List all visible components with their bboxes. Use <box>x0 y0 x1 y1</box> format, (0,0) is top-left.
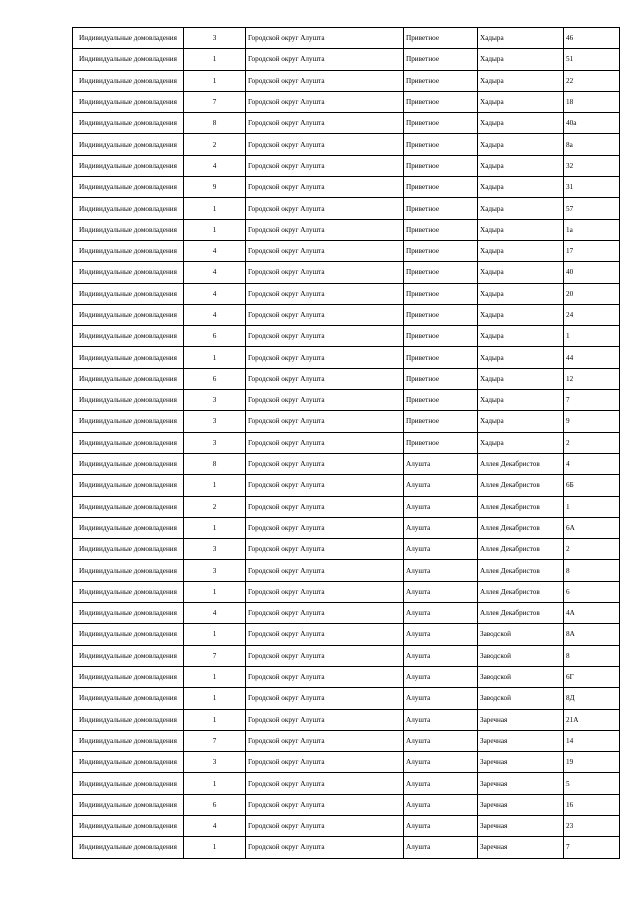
locality-cell: Алушта <box>404 475 478 496</box>
house-number-cell: 6Г <box>564 666 620 687</box>
district-cell: Городской округ Алушта <box>246 304 404 325</box>
count-cell: 1 <box>184 837 246 858</box>
house-number-cell: 44 <box>564 347 620 368</box>
locality-cell: Алушта <box>404 709 478 730</box>
district-cell: Городской округ Алушта <box>246 262 404 283</box>
house-number-cell: 17 <box>564 240 620 261</box>
table-row <box>73 624 620 645</box>
street-cell: Хадыра <box>478 177 564 198</box>
house-number-cell: 31 <box>564 177 620 198</box>
table-row <box>73 347 620 368</box>
district-cell: Городской округ Алушта <box>246 70 404 91</box>
street-cell: Хадыра <box>478 390 564 411</box>
table-row <box>73 411 620 432</box>
district-cell: Городской округ Алушта <box>246 411 404 432</box>
house-number-cell: 14 <box>564 730 620 751</box>
table-row <box>73 773 620 794</box>
building-type-cell: Индивидуальные домовладения <box>73 304 184 325</box>
house-number-cell: 19 <box>564 752 620 773</box>
building-type-cell: Индивидуальные домовладения <box>73 411 184 432</box>
house-number-cell: 57 <box>564 198 620 219</box>
district-cell: Городской округ Алушта <box>246 368 404 389</box>
building-type-cell: Индивидуальные домовладения <box>73 347 184 368</box>
table-row <box>73 666 620 687</box>
district-cell: Городской округ Алушта <box>246 624 404 645</box>
district-cell: Городской округ Алушта <box>246 326 404 347</box>
street-cell: Заречная <box>478 709 564 730</box>
building-type-cell: Индивидуальные домовладения <box>73 390 184 411</box>
street-cell: Заводской <box>478 645 564 666</box>
locality-cell: Алушта <box>404 773 478 794</box>
count-cell: 4 <box>184 155 246 176</box>
building-type-cell: Индивидуальные домовладения <box>73 49 184 70</box>
table-row <box>73 815 620 836</box>
count-cell: 1 <box>184 70 246 91</box>
house-number-cell: 8 <box>564 645 620 666</box>
street-cell: Хадыра <box>478 219 564 240</box>
building-type-cell: Индивидуальные домовладения <box>73 752 184 773</box>
table-row <box>73 837 620 858</box>
district-cell: Городской округ Алушта <box>246 347 404 368</box>
locality-cell: Приветное <box>404 283 478 304</box>
street-cell: Заречная <box>478 730 564 751</box>
building-type-cell: Индивидуальные домовладения <box>73 326 184 347</box>
count-cell: 1 <box>184 666 246 687</box>
house-number-cell: 1 <box>564 496 620 517</box>
count-cell: 2 <box>184 134 246 155</box>
count-cell: 1 <box>184 219 246 240</box>
count-cell: 3 <box>184 28 246 49</box>
house-number-cell: 51 <box>564 49 620 70</box>
district-cell: Городской округ Алушта <box>246 240 404 261</box>
table-row <box>73 177 620 198</box>
street-cell: Хадыра <box>478 113 564 134</box>
table-row <box>73 709 620 730</box>
table-row <box>73 49 620 70</box>
street-cell: Аллея Декабристов <box>478 581 564 602</box>
street-cell: Хадыра <box>478 283 564 304</box>
house-number-cell: 8а <box>564 134 620 155</box>
district-cell: Городской округ Алушта <box>246 560 404 581</box>
building-type-cell: Индивидуальные домовладения <box>73 730 184 751</box>
count-cell: 7 <box>184 730 246 751</box>
building-type-cell: Индивидуальные домовладения <box>73 134 184 155</box>
table-row <box>73 730 620 751</box>
count-cell: 4 <box>184 283 246 304</box>
street-cell: Хадыра <box>478 49 564 70</box>
street-cell: Аллея Декабристов <box>478 603 564 624</box>
house-number-cell: 8Д <box>564 688 620 709</box>
district-cell: Городской округ Алушта <box>246 688 404 709</box>
district-cell: Городской округ Алушта <box>246 539 404 560</box>
building-type-cell: Индивидуальные домовладения <box>73 198 184 219</box>
district-cell: Городской округ Алушта <box>246 815 404 836</box>
district-cell: Городской округ Алушта <box>246 496 404 517</box>
table-body <box>73 28 620 859</box>
locality-cell: Алушта <box>404 752 478 773</box>
locality-cell: Приветное <box>404 240 478 261</box>
count-cell: 6 <box>184 368 246 389</box>
house-number-cell: 18 <box>564 91 620 112</box>
street-cell: Заречная <box>478 815 564 836</box>
building-type-cell: Индивидуальные домовладения <box>73 645 184 666</box>
street-cell: Хадыра <box>478 326 564 347</box>
district-cell: Городской округ Алушта <box>246 134 404 155</box>
house-number-cell: 1а <box>564 219 620 240</box>
building-type-cell: Индивидуальные домовладения <box>73 709 184 730</box>
street-cell: Хадыра <box>478 70 564 91</box>
house-number-cell: 21А <box>564 709 620 730</box>
count-cell: 1 <box>184 475 246 496</box>
street-cell: Хадыра <box>478 91 564 112</box>
house-number-cell: 20 <box>564 283 620 304</box>
street-cell: Заречная <box>478 837 564 858</box>
house-number-cell: 24 <box>564 304 620 325</box>
building-type-cell: Индивидуальные домовладения <box>73 560 184 581</box>
locality-cell: Приветное <box>404 91 478 112</box>
locality-cell: Алушта <box>404 517 478 538</box>
district-cell: Городской округ Алушта <box>246 730 404 751</box>
table-row <box>73 539 620 560</box>
district-cell: Городской округ Алушта <box>246 837 404 858</box>
table-row <box>73 28 620 49</box>
district-cell: Городской округ Алушта <box>246 177 404 198</box>
table-row <box>73 752 620 773</box>
building-type-cell: Индивидуальные домовладения <box>73 581 184 602</box>
count-cell: 6 <box>184 326 246 347</box>
table-row <box>73 475 620 496</box>
house-number-cell: 46 <box>564 28 620 49</box>
district-cell: Городской округ Алушта <box>246 517 404 538</box>
house-number-cell: 2 <box>564 539 620 560</box>
district-cell: Городской округ Алушта <box>246 219 404 240</box>
table-row <box>73 794 620 815</box>
locality-cell: Алушта <box>404 666 478 687</box>
building-type-cell: Индивидуальные домовладения <box>73 475 184 496</box>
district-cell: Городской округ Алушта <box>246 794 404 815</box>
locality-cell: Алушта <box>404 624 478 645</box>
building-type-cell: Индивидуальные домовладения <box>73 837 184 858</box>
count-cell: 3 <box>184 411 246 432</box>
locality-cell: Приветное <box>404 262 478 283</box>
street-cell: Хадыра <box>478 411 564 432</box>
district-cell: Городской округ Алушта <box>246 709 404 730</box>
street-cell: Хадыра <box>478 198 564 219</box>
street-cell: Заводской <box>478 624 564 645</box>
table-row <box>73 581 620 602</box>
district-cell: Городской округ Алушта <box>246 390 404 411</box>
count-cell: 2 <box>184 496 246 517</box>
district-cell: Городской округ Алушта <box>246 113 404 134</box>
house-number-cell: 16 <box>564 794 620 815</box>
table-row <box>73 91 620 112</box>
table-row <box>73 304 620 325</box>
building-type-cell: Индивидуальные домовладения <box>73 113 184 134</box>
building-type-cell: Индивидуальные домовладения <box>73 177 184 198</box>
district-cell: Городской округ Алушта <box>246 155 404 176</box>
locality-cell: Алушта <box>404 815 478 836</box>
street-cell: Заречная <box>478 773 564 794</box>
table-row <box>73 240 620 261</box>
street-cell: Хадыра <box>478 134 564 155</box>
district-cell: Городской округ Алушта <box>246 283 404 304</box>
street-cell: Аллея Декабристов <box>478 539 564 560</box>
street-cell: Хадыра <box>478 155 564 176</box>
locality-cell: Приветное <box>404 219 478 240</box>
locality-cell: Алушта <box>404 603 478 624</box>
building-type-cell: Индивидуальные домовладения <box>73 262 184 283</box>
district-cell: Городской округ Алушта <box>246 198 404 219</box>
district-cell: Городской округ Алушта <box>246 581 404 602</box>
building-type-cell: Индивидуальные домовладения <box>73 432 184 453</box>
district-cell: Городской округ Алушта <box>246 603 404 624</box>
table-row <box>73 326 620 347</box>
locality-cell: Алушта <box>404 496 478 517</box>
building-type-cell: Индивидуальные домовладения <box>73 28 184 49</box>
table-row <box>73 432 620 453</box>
count-cell: 1 <box>184 581 246 602</box>
house-number-cell: 6 <box>564 581 620 602</box>
count-cell: 3 <box>184 390 246 411</box>
building-type-cell: Индивидуальные домовладения <box>73 517 184 538</box>
house-number-cell: 1 <box>564 326 620 347</box>
building-type-cell: Индивидуальные домовладения <box>73 91 184 112</box>
count-cell: 1 <box>184 709 246 730</box>
table-row <box>73 134 620 155</box>
table-row <box>73 70 620 91</box>
house-number-cell: 32 <box>564 155 620 176</box>
table-row <box>73 496 620 517</box>
locality-cell: Алушта <box>404 453 478 474</box>
count-cell: 4 <box>184 240 246 261</box>
locality-cell: Алушта <box>404 645 478 666</box>
street-cell: Хадыра <box>478 368 564 389</box>
table-row <box>73 390 620 411</box>
locality-cell: Приветное <box>404 134 478 155</box>
street-cell: Аллея Декабристов <box>478 517 564 538</box>
street-cell: Заводской <box>478 666 564 687</box>
locality-cell: Приветное <box>404 49 478 70</box>
street-cell: Заречная <box>478 794 564 815</box>
locality-cell: Приветное <box>404 432 478 453</box>
locality-cell: Приветное <box>404 368 478 389</box>
building-type-cell: Индивидуальные домовладения <box>73 219 184 240</box>
street-cell: Аллея Декабристов <box>478 560 564 581</box>
count-cell: 3 <box>184 560 246 581</box>
street-cell: Хадыра <box>478 432 564 453</box>
locality-cell: Приветное <box>404 304 478 325</box>
count-cell: 1 <box>184 773 246 794</box>
district-cell: Городской округ Алушта <box>246 432 404 453</box>
table-row <box>73 517 620 538</box>
table-row <box>73 688 620 709</box>
count-cell: 1 <box>184 198 246 219</box>
district-cell: Городской округ Алушта <box>246 453 404 474</box>
building-type-cell: Индивидуальные домовладения <box>73 815 184 836</box>
count-cell: 4 <box>184 262 246 283</box>
street-cell: Хадыра <box>478 28 564 49</box>
district-cell: Городской округ Алушта <box>246 91 404 112</box>
table-row <box>73 603 620 624</box>
building-type-cell: Индивидуальные домовладения <box>73 794 184 815</box>
locality-cell: Алушта <box>404 837 478 858</box>
house-number-cell: 6А <box>564 517 620 538</box>
count-cell: 7 <box>184 91 246 112</box>
district-cell: Городской округ Алушта <box>246 666 404 687</box>
district-cell: Городской округ Алушта <box>246 752 404 773</box>
district-cell: Городской округ Алушта <box>246 28 404 49</box>
locality-cell: Алушта <box>404 539 478 560</box>
district-cell: Городской округ Алушта <box>246 49 404 70</box>
building-type-cell: Индивидуальные домовладения <box>73 155 184 176</box>
locality-cell: Приветное <box>404 198 478 219</box>
locality-cell: Приветное <box>404 28 478 49</box>
table-row <box>73 560 620 581</box>
locality-cell: Приветное <box>404 177 478 198</box>
house-number-cell: 22 <box>564 70 620 91</box>
count-cell: 6 <box>184 794 246 815</box>
count-cell: 1 <box>184 624 246 645</box>
table-row <box>73 219 620 240</box>
locality-cell: Приветное <box>404 411 478 432</box>
building-type-cell: Индивидуальные домовладения <box>73 70 184 91</box>
locality-cell: Приветное <box>404 113 478 134</box>
count-cell: 9 <box>184 177 246 198</box>
count-cell: 4 <box>184 603 246 624</box>
house-number-cell: 9 <box>564 411 620 432</box>
building-type-cell: Индивидуальные домовладения <box>73 624 184 645</box>
locality-cell: Приветное <box>404 326 478 347</box>
count-cell: 1 <box>184 49 246 70</box>
table-row <box>73 645 620 666</box>
locality-cell: Приветное <box>404 390 478 411</box>
building-type-cell: Индивидуальные домовладения <box>73 496 184 517</box>
building-type-cell: Индивидуальные домовладения <box>73 368 184 389</box>
house-number-cell: 23 <box>564 815 620 836</box>
locality-cell: Приветное <box>404 155 478 176</box>
count-cell: 7 <box>184 645 246 666</box>
district-cell: Городской округ Алушта <box>246 773 404 794</box>
count-cell: 1 <box>184 688 246 709</box>
street-cell: Хадыра <box>478 304 564 325</box>
house-number-cell: 8 <box>564 560 620 581</box>
locality-cell: Приветное <box>404 347 478 368</box>
count-cell: 8 <box>184 453 246 474</box>
table-row <box>73 283 620 304</box>
table-row <box>73 262 620 283</box>
count-cell: 1 <box>184 347 246 368</box>
street-cell: Заводской <box>478 688 564 709</box>
street-cell: Хадыра <box>478 347 564 368</box>
table-row <box>73 113 620 134</box>
street-cell: Хадыра <box>478 262 564 283</box>
locality-cell: Алушта <box>404 688 478 709</box>
building-type-cell: Индивидуальные домовладения <box>73 603 184 624</box>
table-row <box>73 368 620 389</box>
street-cell: Аллея Декабристов <box>478 453 564 474</box>
street-cell: Хадыра <box>478 240 564 261</box>
count-cell: 4 <box>184 815 246 836</box>
district-cell: Городской округ Алушта <box>246 645 404 666</box>
addresses-table <box>72 27 620 859</box>
house-number-cell: 7 <box>564 390 620 411</box>
house-number-cell: 6Б <box>564 475 620 496</box>
house-number-cell: 5 <box>564 773 620 794</box>
locality-cell: Алушта <box>404 794 478 815</box>
count-cell: 3 <box>184 539 246 560</box>
table-row <box>73 198 620 219</box>
house-number-cell: 40а <box>564 113 620 134</box>
building-type-cell: Индивидуальные домовладения <box>73 240 184 261</box>
house-number-cell: 12 <box>564 368 620 389</box>
count-cell: 8 <box>184 113 246 134</box>
street-cell: Заречная <box>478 752 564 773</box>
house-number-cell: 4А <box>564 603 620 624</box>
street-cell: Аллея Декабристов <box>478 475 564 496</box>
count-cell: 1 <box>184 517 246 538</box>
house-number-cell: 40 <box>564 262 620 283</box>
table-row <box>73 453 620 474</box>
locality-cell: Алушта <box>404 730 478 751</box>
count-cell: 3 <box>184 752 246 773</box>
house-number-cell: 7 <box>564 837 620 858</box>
district-cell: Городской округ Алушта <box>246 475 404 496</box>
building-type-cell: Индивидуальные домовладения <box>73 688 184 709</box>
table-row <box>73 155 620 176</box>
locality-cell: Алушта <box>404 560 478 581</box>
house-number-cell: 4 <box>564 453 620 474</box>
count-cell: 4 <box>184 304 246 325</box>
count-cell: 3 <box>184 432 246 453</box>
street-cell: Аллея Декабристов <box>478 496 564 517</box>
building-type-cell: Индивидуальные домовладения <box>73 453 184 474</box>
building-type-cell: Индивидуальные домовладения <box>73 773 184 794</box>
locality-cell: Алушта <box>404 581 478 602</box>
locality-cell: Приветное <box>404 70 478 91</box>
building-type-cell: Индивидуальные домовладения <box>73 539 184 560</box>
building-type-cell: Индивидуальные домовладения <box>73 666 184 687</box>
house-number-cell: 8А <box>564 624 620 645</box>
house-number-cell: 2 <box>564 432 620 453</box>
building-type-cell: Индивидуальные домовладения <box>73 283 184 304</box>
